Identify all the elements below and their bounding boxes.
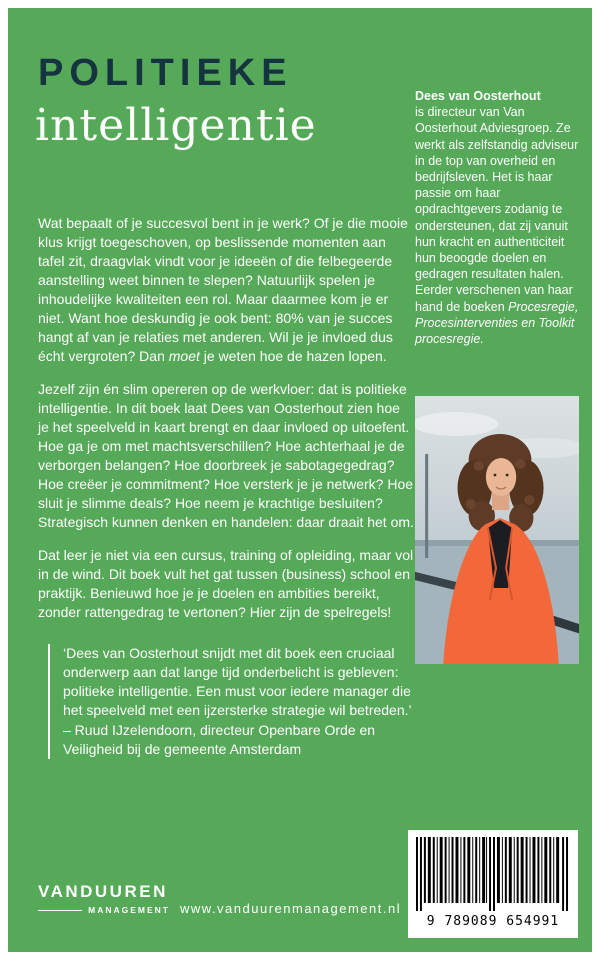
publisher-division: MANAGEMENT [88, 905, 170, 915]
logo-rule [38, 910, 82, 911]
author-bio-book-titles: Procesregie, Procesinterventies en Toolkit procesregie. [415, 299, 579, 347]
body-paragraph-1 [38, 214, 414, 366]
publisher-website: www.vanduurenmanagement.nl [180, 901, 402, 916]
cover-background [8, 8, 592, 952]
body-paragraph-3: Dat leer je niet via een cursus, training of opleiding, maar vol in de wind. Dit boek vult het gat tussen (business) school en praktijk. Benieuwd hoe je je doelen en ambities bereikt, zonder rattengedrag te vertonen? Hier zijn de spelregels! [38, 547, 414, 620]
isbn-number: 9 789089 654991 [426, 914, 560, 929]
back-cover-text [38, 214, 414, 759]
author-name: Dees van Oosterhout [415, 89, 541, 103]
book-title: POLITIEKE [38, 52, 293, 94]
author-photo-illustration [415, 396, 579, 664]
endorsement-quote [48, 644, 414, 759]
barcode [408, 830, 578, 938]
barcode-bars [416, 837, 570, 911]
book-subtitle: intelligentie [35, 100, 317, 151]
body-paragraph-2: Jezelf zijn én slim opereren op de werkvloer: dat is politieke intelligentie. In dit boek laat Dees van Oosterhout zien hoe je het speelveld in kaart brengt en daar invloed op uitoefent. Hoe ga je om met machtsverschillen? Hoe achterhaal je de verborgen belangen? Hoe doorbreek je sabotagegedrag? Hoe creëer je commitment? Hoe versterk je je netwerk? Hoe sluit je slimme deals? Hoe neem je krachtige besluiten? Strategisch kunnen denken en handelen: daar draait het om. [38, 381, 414, 530]
author-photo [415, 396, 579, 664]
body-paragraph-1-end: je weten hoe de hazen lopen. [199, 348, 387, 364]
publisher-logo [38, 882, 170, 915]
author-bio [415, 88, 581, 347]
body-paragraph-1-text: Wat bepaalt of je succesvol bent in je werk? Of je die mooie klus krijgt toegeschoven, op beslissende momenten aan tafel zit, draagvlak vindt voor je ideeën of die felbegeerde aanstelling weet binnen te slepen? Natuurlijk spelen je inhoudelijke kwaliteiten een rol. Maar daarmee kom je er niet. Want hoe deskundig je ook bent: 80% van je succes hangt af van je relaties met anderen. Wil je je invloed dus écht vergroten? Dan [38, 215, 408, 364]
author-bio-text: is directeur van Van Oosterhout Adviesgroep. Ze werkt als zelfstandig adviseur in de top van overheid en bedrijfsleven. Het is haar passie om haar opdrachtgevers zodanig te ondersteunen, dat zij vanuit hun kracht en authenticiteit hun beoogde doelen en gedragen resultaten halen. Eerder verschenen van haar hand de boeken [415, 105, 579, 314]
quote-attribution: – Ruud IJzelendoorn, directeur Openbare Orde en Veiligheid bij de gemeente Amsterdam [63, 722, 376, 757]
quote-text: ‘Dees van Oosterhout snijdt met dit boek een cruciaal onderwerp aan dat lange tijd onderbelicht is gebleven: politieke intelligentie. Een must voor iedere manager die het speelveld met een ijzersterke strategie wil betreden.’ [63, 645, 412, 718]
publisher-name: VANDUUREN [38, 882, 168, 901]
body-paragraph-1-emphasis: moet [168, 348, 200, 364]
